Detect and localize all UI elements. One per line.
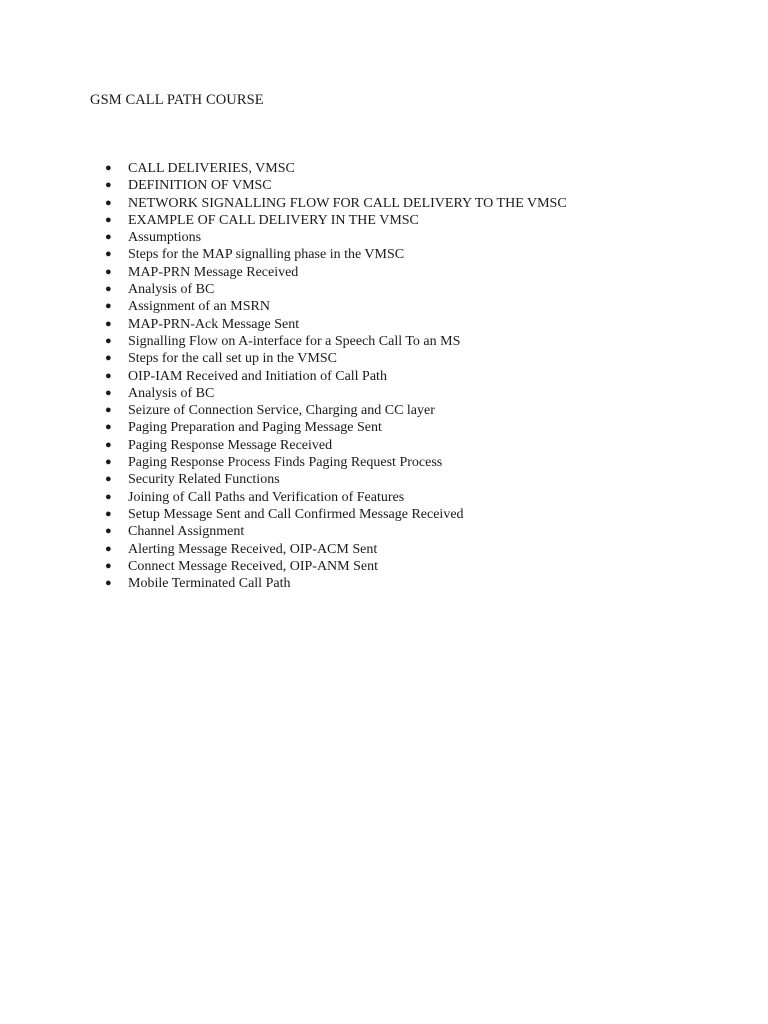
list-item-text: Analysis of BC [128, 385, 215, 401]
list-item-text: Paging Response Message Received [128, 437, 333, 453]
bullet-icon: ● [105, 456, 112, 469]
bullet-icon: ● [105, 162, 112, 174]
bullet-icon: ● [105, 490, 112, 503]
list-item-text: DEFINITION OF VMSC [128, 178, 272, 194]
list-item-text: Steps for the call set up in the VMSC [128, 351, 337, 367]
bullet-icon: ● [105, 231, 112, 244]
list-item-text: Setup Message Sent and Call Confirmed Message Received [128, 506, 464, 522]
bullet-icon: ● [105, 265, 112, 278]
bullet-icon: ● [105, 404, 112, 417]
list-item-text: EXAMPLE OF CALL DELIVERY IN THE VMSC [128, 212, 419, 228]
bullet-icon: ● [105, 369, 112, 382]
list-item-text: Mobile Terminated Call Path [128, 576, 291, 592]
list-item-text: Analysis of BC [128, 282, 215, 298]
list-item-text: NETWORK SIGNALLING FLOW FOR CALL DELIVERY TO THE VMSC [128, 195, 567, 211]
bullet-icon: ● [105, 438, 112, 451]
bullet-icon: ● [105, 352, 112, 365]
list-item-text: Seizure of Connection Service, Charging and CC layer [128, 403, 435, 419]
list-item-text: Assumptions [128, 230, 202, 246]
bullet-icon: ● [105, 421, 112, 434]
list-item-text: Security Related Functions [128, 472, 280, 488]
list-item-text: MAP-PRN Message Received [128, 264, 299, 280]
bullet-icon: ● [105, 525, 112, 538]
bullet-icon: ● [105, 179, 112, 192]
bullet-icon: ● [105, 386, 112, 399]
bullet-icon: ● [105, 283, 112, 296]
bullet-icon: ● [105, 577, 112, 590]
list-item-text: Paging Preparation and Paging Message Sent [128, 420, 382, 436]
list-item-text: CALL DELIVERIES, VMSC [128, 161, 295, 176]
list-item-text: Joining of Call Paths and Verification of Features [128, 489, 405, 505]
list-item-text: Paging Response Process Finds Paging Request Process [128, 455, 443, 471]
bullet-icon: ● [105, 317, 112, 330]
bullet-icon: ● [105, 542, 112, 555]
bullet-icon: ● [105, 473, 112, 486]
list-item-text: Alerting Message Received, OIP-ACM Sent [128, 541, 378, 557]
bullet-icon: ● [105, 196, 112, 209]
list-item-text: OIP-IAM Received and Initiation of Call Path [128, 368, 387, 384]
list-item-text: MAP-PRN-Ack Message Sent [128, 316, 300, 332]
list-item-text: Channel Assignment [128, 524, 245, 540]
list-item-text: Steps for the MAP signalling phase in the VMSC [128, 247, 405, 263]
bullet-icon: ● [105, 213, 112, 226]
bullet-icon: ● [105, 300, 112, 313]
list-item-text: Signalling Flow on A-interface for a Speech Call To an MS [128, 333, 461, 349]
list-item-text: Connect Message Received, OIP-ANM Sent [128, 558, 379, 574]
bullet-icon: ● [105, 507, 112, 520]
bullet-icon: ● [105, 559, 112, 572]
bullet-icon: ● [105, 334, 112, 347]
document-title: GSM CALL PATH COURSE [90, 92, 264, 108]
bullet-icon: ● [105, 248, 112, 261]
list-item-text: Assignment of an MSRN [128, 299, 270, 315]
